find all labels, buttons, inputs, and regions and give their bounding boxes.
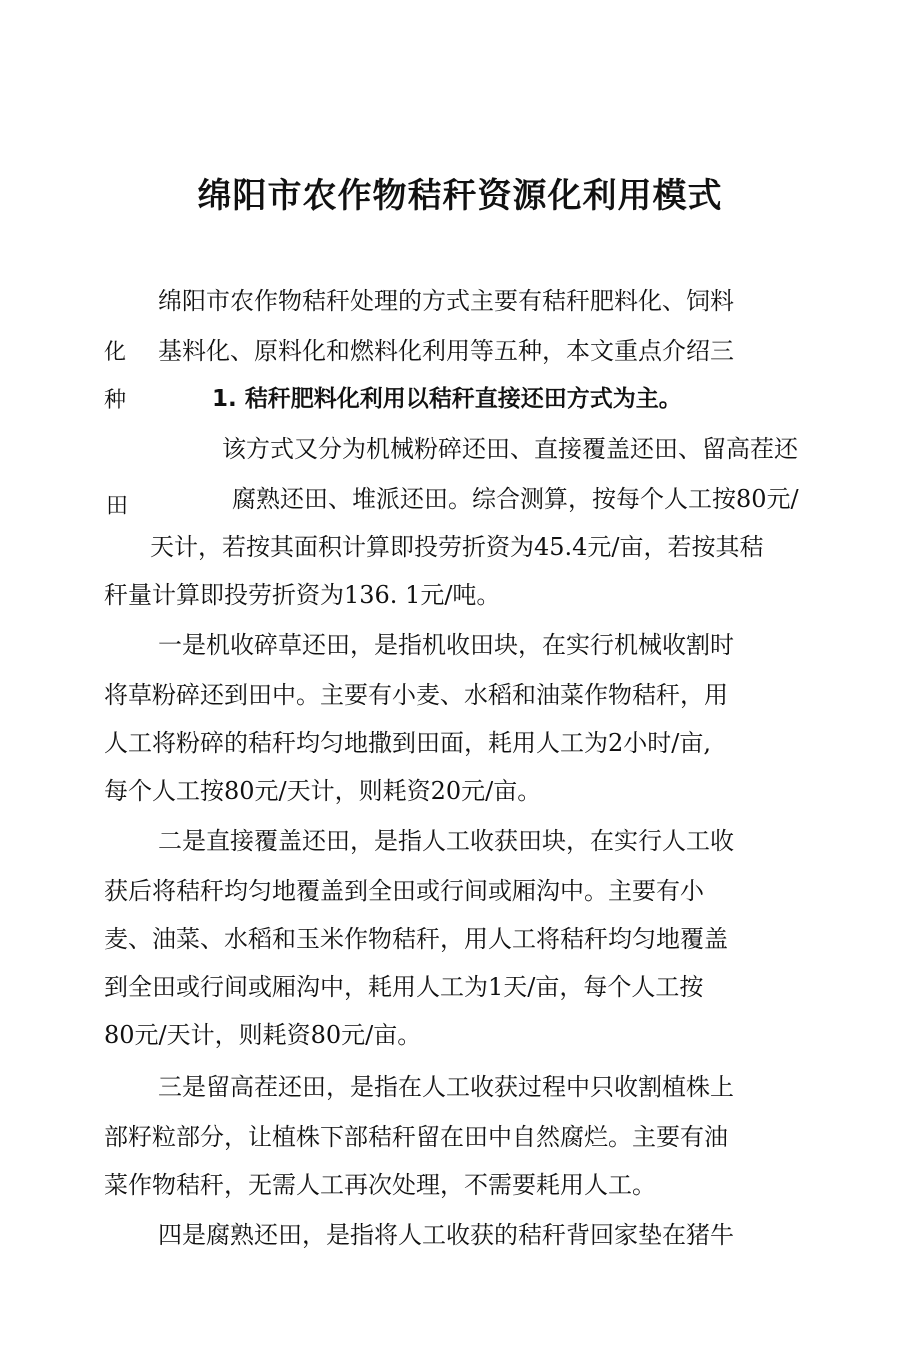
- section-heading: 1. 秸秆肥料化利用以秸秆直接还田方式为主。: [212, 386, 682, 412]
- page-title: 绵阳市农作物秸秆资源化利用模式: [197, 176, 723, 216]
- body-line: 天计，若按其面积计算即投劳折资为45.4元/亩，若按其秸: [150, 533, 764, 561]
- body-line: 三是留高茬还田，是指在人工收获过程中只收割植株上: [158, 1073, 734, 1101]
- body-line: 麦、油菜、水稻和玉米作物秸秆，用人工将秸秆均匀地覆盖: [104, 925, 728, 953]
- body-line: 腐熟还田、堆派还田。综合测算，按每个人工按80元/: [232, 485, 799, 513]
- intro-line: 绵阳市农作物秸秆处理的方式主要有秸秆肥料化、饲料: [158, 287, 734, 315]
- body-line: 每个人工按80元/天计，则耗资20元/亩。: [104, 777, 542, 805]
- body-line: 到全田或行间或厢沟中，耗用人工为1天/亩，每个人工按: [104, 973, 704, 1001]
- body-line: 该方式又分为机械粉碎还田、直接覆盖还田、留高茬还: [222, 435, 798, 463]
- margin-char: 种: [104, 388, 127, 413]
- body-line: 四是腐熟还田，是指将人工收获的秸秆背回家垫在猪牛: [158, 1221, 734, 1249]
- body-line: 部籽粒部分，让植株下部秸秆留在田中自然腐烂。主要有油: [104, 1123, 728, 1151]
- body-line: 将草粉碎还到田中。主要有小麦、水稻和油菜作物秸秆，用: [104, 681, 728, 709]
- intro-line: 基料化、原料化和燃料化利用等五种，本文重点介绍三: [158, 337, 734, 365]
- body-line: 80元/天计，则耗资80元/亩。: [104, 1021, 422, 1049]
- body-line: 二是直接覆盖还田，是指人工收获田块，在实行人工收: [158, 827, 734, 855]
- body-line: 菜作物秸秆，无需人工再次处理，不需要耗用人工。: [104, 1171, 656, 1199]
- body-line: 获后将秸秆均匀地覆盖到全田或行间或厢沟中。主要有小: [104, 877, 704, 905]
- body-line: 人工将粉碎的秸秆均匀地撒到田面，耗用人工为2小时/亩,: [104, 729, 711, 757]
- body-line: 秆量计算即投劳折资为136. 1元/吨。: [104, 581, 501, 609]
- body-line: 一是机收碎草还田，是指机收田块，在实行机械收割时: [158, 631, 734, 659]
- margin-char: 化: [104, 340, 127, 365]
- margin-char: 田: [106, 494, 129, 519]
